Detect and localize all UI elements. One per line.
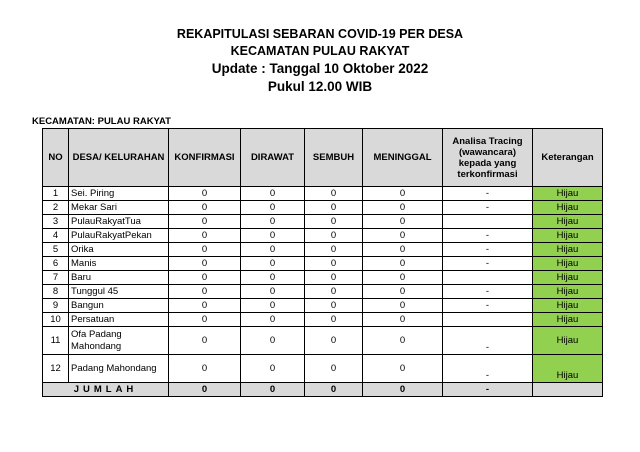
title-update-time: Pukul 12.00 WIB (267, 79, 373, 94)
row-desa: Padang Mahondang (69, 355, 169, 383)
row-keterangan: Hijau (533, 313, 603, 327)
table-row (43, 215, 603, 229)
total-sembuh: 0 (305, 383, 363, 397)
row-keterangan: Hijau (533, 201, 603, 215)
header-dirawat: DIRAWAT (241, 129, 305, 187)
row-konfirmasi: 0 (169, 285, 241, 299)
row-desa: Ofa Padang Mahondang (69, 327, 169, 355)
row-desa: Manis (69, 257, 169, 271)
row-dirawat: 0 (241, 187, 305, 201)
row-tracing (443, 313, 533, 327)
row-konfirmasi: 0 (169, 229, 241, 243)
row-no: 3 (43, 215, 69, 229)
row-sembuh: 0 (305, 187, 363, 201)
row-no: 1 (43, 187, 69, 201)
row-sembuh: 0 (305, 243, 363, 257)
row-sembuh: 0 (305, 201, 363, 215)
row-desa: Sei. Piring (69, 187, 169, 201)
row-konfirmasi: 0 (169, 201, 241, 215)
table-row (43, 355, 603, 383)
total-keterangan (533, 383, 603, 397)
row-tracing: - (443, 243, 533, 257)
total-tracing: - (443, 383, 533, 397)
row-sembuh: 0 (305, 299, 363, 313)
row-dirawat: 0 (241, 299, 305, 313)
row-meninggal: 0 (363, 285, 443, 299)
row-desa: PulauRakyatPekan (69, 229, 169, 243)
kecamatan-label: KECAMATAN: PULAU RAKYAT (32, 116, 171, 127)
row-tracing: - (443, 187, 533, 201)
row-keterangan: Hijau (533, 355, 603, 383)
total-label: JUMLAH (43, 383, 169, 397)
row-no: 7 (43, 271, 69, 285)
row-meninggal: 0 (363, 327, 443, 355)
row-sembuh: 0 (305, 229, 363, 243)
row-desa: Tunggul 45 (69, 285, 169, 299)
table-row (43, 187, 603, 201)
row-dirawat: 0 (241, 215, 305, 229)
title-line-2: KECAMATAN PULAU RAKYAT (230, 44, 410, 58)
row-keterangan: Hijau (533, 229, 603, 243)
row-no: 5 (43, 243, 69, 257)
total-meninggal: 0 (363, 383, 443, 397)
row-meninggal: 0 (363, 215, 443, 229)
row-no: 2 (43, 201, 69, 215)
row-dirawat: 0 (241, 313, 305, 327)
row-konfirmasi: 0 (169, 327, 241, 355)
row-tracing: - (443, 201, 533, 215)
row-meninggal: 0 (363, 229, 443, 243)
row-meninggal: 0 (363, 355, 443, 383)
row-sembuh: 0 (305, 327, 363, 355)
table-row (43, 285, 603, 299)
row-tracing: - (443, 257, 533, 271)
row-desa: PulauRakyatTua (69, 215, 169, 229)
row-keterangan: Hijau (533, 215, 603, 229)
header-keterangan: Keterangan (533, 129, 603, 187)
row-keterangan: Hijau (533, 327, 603, 355)
row-sembuh: 0 (305, 271, 363, 285)
row-keterangan: Hijau (533, 285, 603, 299)
row-meninggal: 0 (363, 243, 443, 257)
row-desa: Orika (69, 243, 169, 257)
row-meninggal: 0 (363, 271, 443, 285)
table-row (43, 271, 603, 285)
row-meninggal: 0 (363, 313, 443, 327)
row-no: 6 (43, 257, 69, 271)
row-desa: Mekar Sari (69, 201, 169, 215)
row-tracing: - (443, 285, 533, 299)
row-no: 9 (43, 299, 69, 313)
table-row (43, 243, 603, 257)
row-dirawat: 0 (241, 229, 305, 243)
table-row (43, 257, 603, 271)
row-dirawat: 0 (241, 243, 305, 257)
row-no: 10 (43, 313, 69, 327)
row-konfirmasi: 0 (169, 271, 241, 285)
table-header-row (43, 129, 603, 187)
row-no: 8 (43, 285, 69, 299)
table-row (43, 327, 603, 355)
row-tracing: - (443, 327, 533, 355)
row-konfirmasi: 0 (169, 299, 241, 313)
row-konfirmasi: 0 (169, 187, 241, 201)
row-dirawat: 0 (241, 201, 305, 215)
row-dirawat: 0 (241, 285, 305, 299)
row-konfirmasi: 0 (169, 257, 241, 271)
row-sembuh: 0 (305, 313, 363, 327)
row-keterangan: Hijau (533, 257, 603, 271)
row-desa: Baru (69, 271, 169, 285)
covid-recap-table (42, 128, 603, 397)
total-konfirmasi: 0 (169, 383, 241, 397)
row-sembuh: 0 (305, 355, 363, 383)
row-konfirmasi: 0 (169, 215, 241, 229)
row-meninggal: 0 (363, 257, 443, 271)
table-row (43, 201, 603, 215)
row-meninggal: 0 (363, 201, 443, 215)
row-konfirmasi: 0 (169, 355, 241, 383)
table-row (43, 299, 603, 313)
row-no: 12 (43, 355, 69, 383)
header-sembuh: SEMBUH (305, 129, 363, 187)
report-title (0, 26, 640, 96)
row-sembuh: 0 (305, 257, 363, 271)
row-dirawat: 0 (241, 355, 305, 383)
row-tracing (443, 215, 533, 229)
row-dirawat: 0 (241, 257, 305, 271)
row-dirawat: 0 (241, 327, 305, 355)
row-keterangan: Hijau (533, 299, 603, 313)
row-meninggal: 0 (363, 187, 443, 201)
row-sembuh: 0 (305, 285, 363, 299)
row-desa: Bangun (69, 299, 169, 313)
row-no: 11 (43, 327, 69, 355)
header-desa: DESA/ KELURAHAN (69, 129, 169, 187)
row-konfirmasi: 0 (169, 313, 241, 327)
row-keterangan: Hijau (533, 187, 603, 201)
row-keterangan: Hijau (533, 243, 603, 257)
row-meninggal: 0 (363, 299, 443, 313)
table-row (43, 229, 603, 243)
table-row (43, 313, 603, 327)
row-sembuh: 0 (305, 215, 363, 229)
header-no: NO (43, 129, 69, 187)
total-row (43, 383, 603, 397)
row-dirawat: 0 (241, 271, 305, 285)
header-konfirmasi: KONFIRMASI (169, 129, 241, 187)
row-tracing (443, 271, 533, 285)
row-tracing: - (443, 229, 533, 243)
row-keterangan: Hijau (533, 271, 603, 285)
row-tracing: - (443, 299, 533, 313)
row-konfirmasi: 0 (169, 243, 241, 257)
row-desa: Persatuan (69, 313, 169, 327)
title-line-1: REKAPITULASI SEBARAN COVID-19 PER DESA (176, 27, 464, 41)
total-dirawat: 0 (241, 383, 305, 397)
header-meninggal: MENINGGAL (363, 129, 443, 187)
header-tracing: Analisa Tracing (wawancara) kepada yang terkonfirmasi (443, 129, 533, 187)
row-tracing: - (443, 355, 533, 383)
title-update-date: Update : Tanggal 10 Oktober 2022 (211, 61, 429, 76)
row-no: 4 (43, 229, 69, 243)
